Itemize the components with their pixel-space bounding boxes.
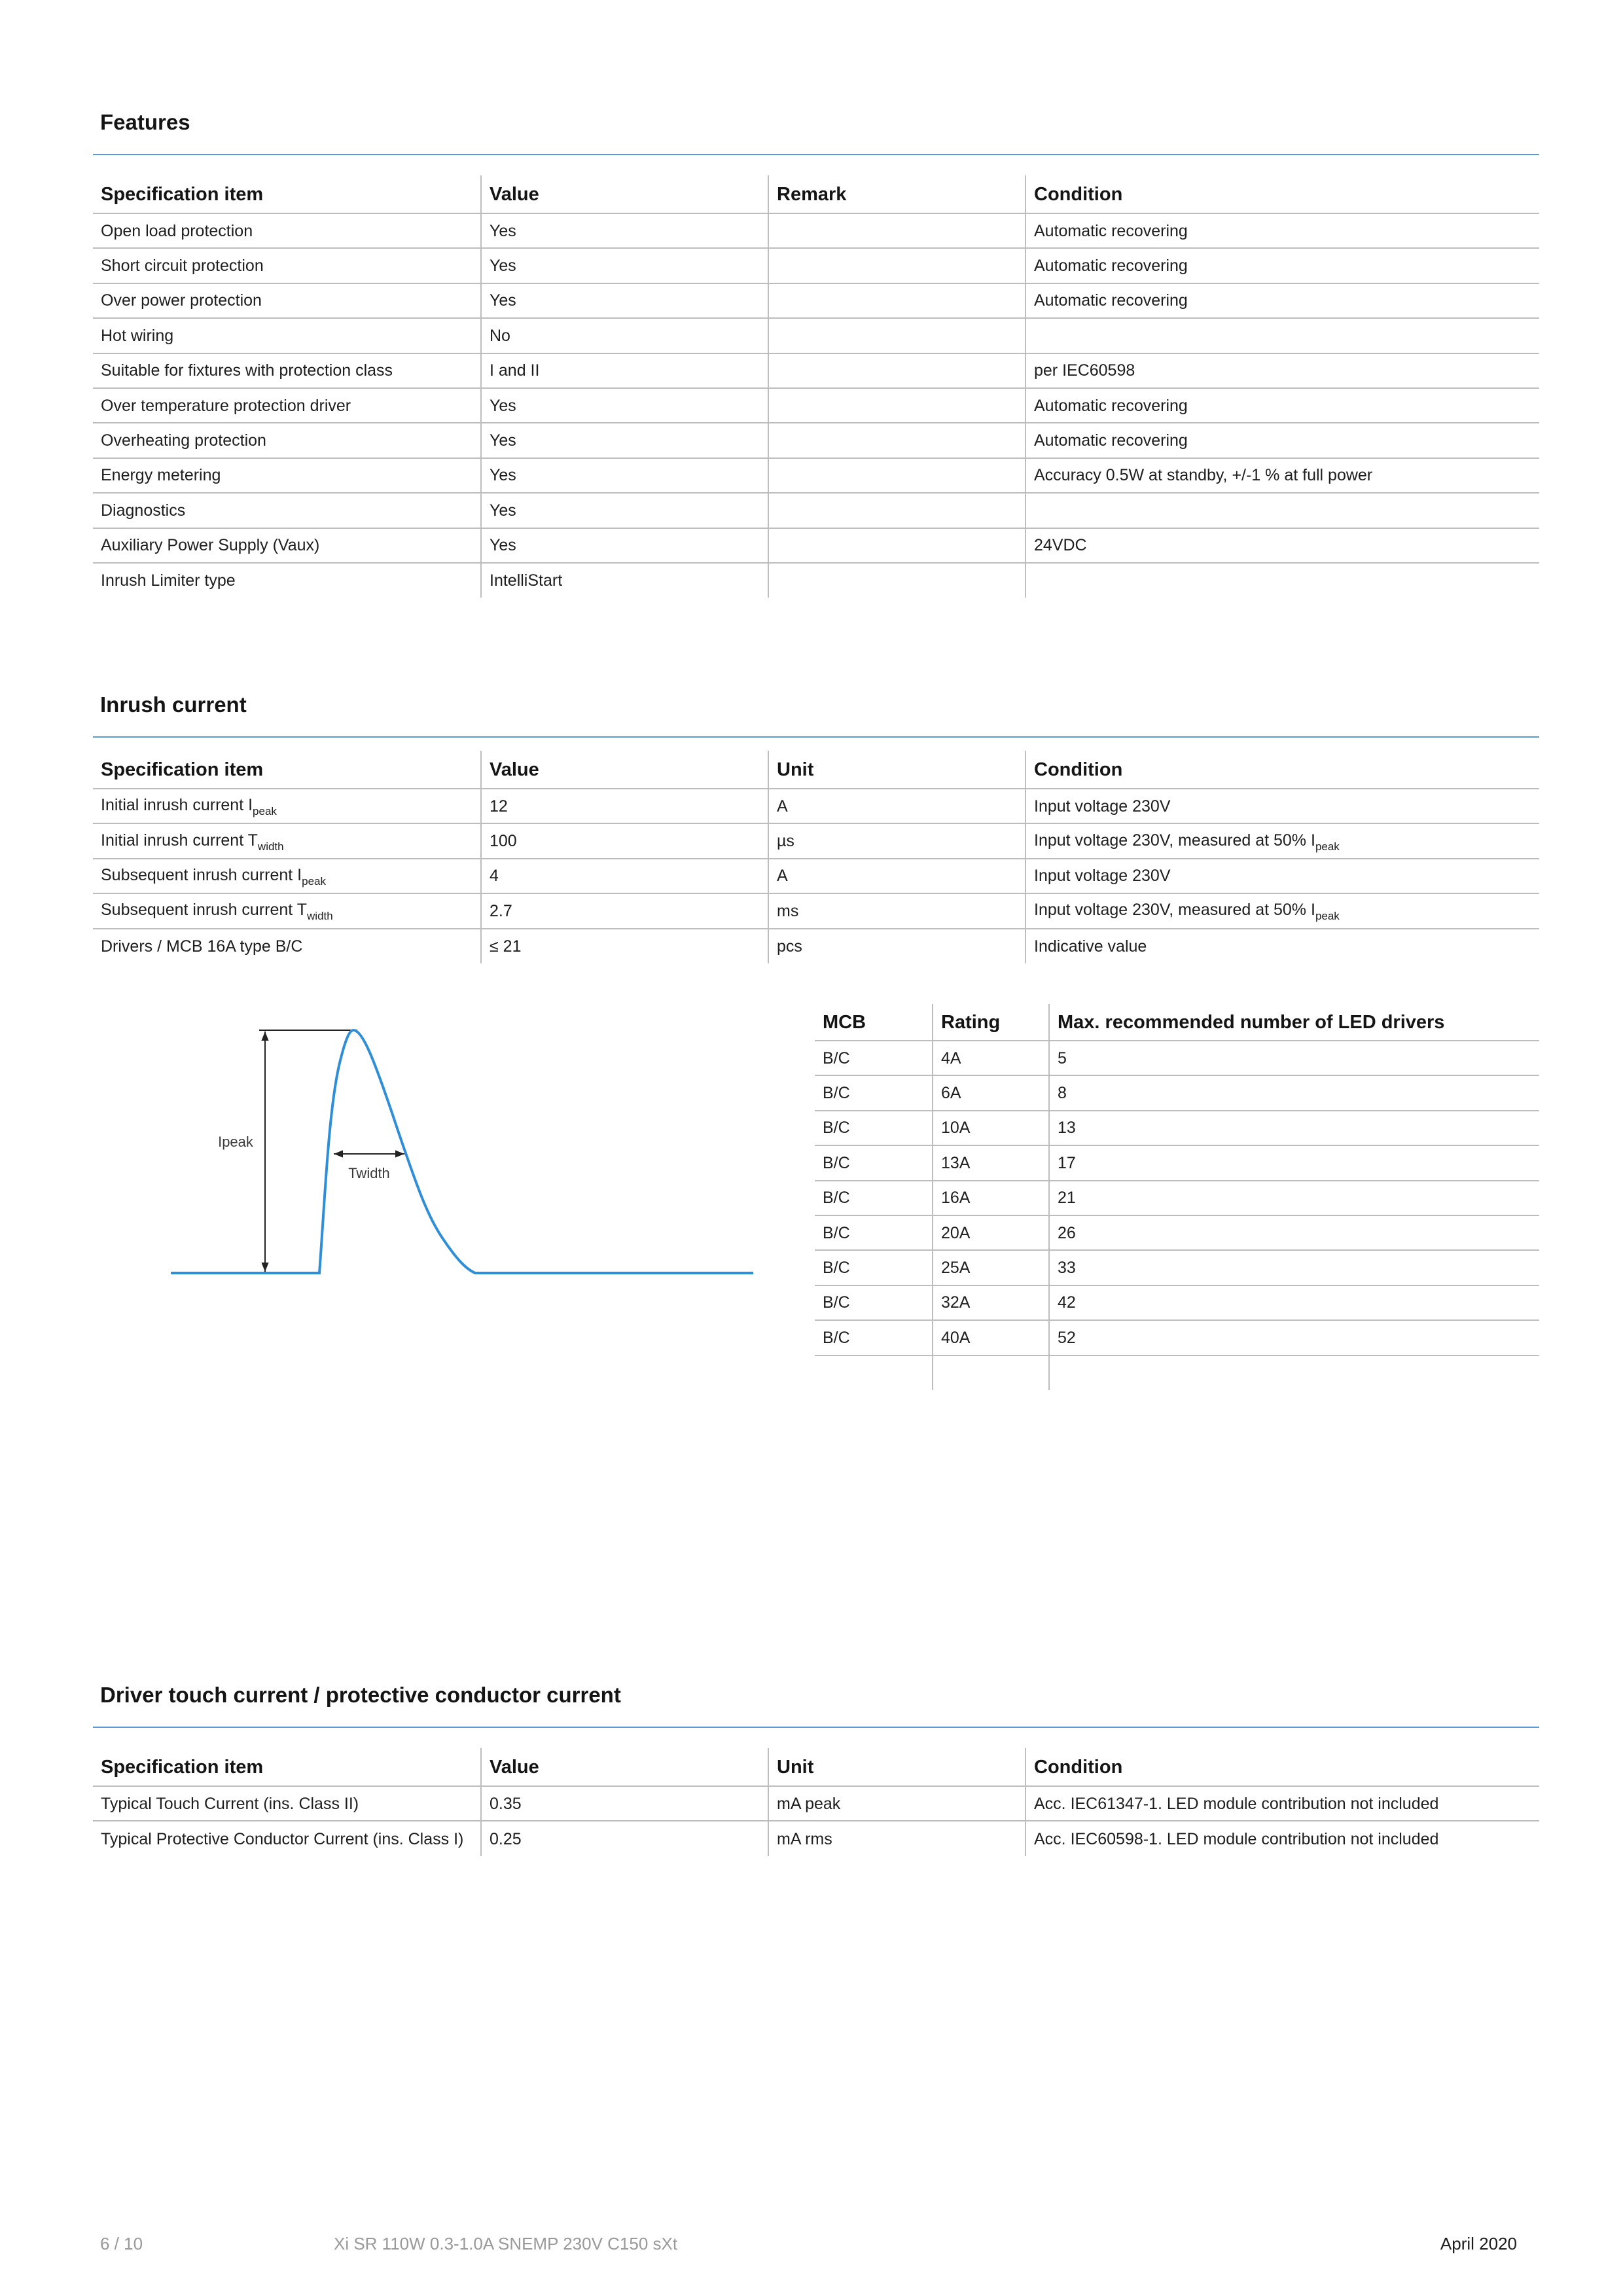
table-cell: 33 [1049,1250,1539,1285]
column-header: Specification item [101,1756,264,1778]
cell-text: Subsequent inrush current I [101,865,302,884]
table-cell [768,353,1026,388]
table-cell: Accuracy 0.5W at standby, +/-1 % at full power [1026,458,1539,493]
table-cell: 24VDC [1026,528,1539,563]
subscript-text: peak [1315,910,1340,923]
touch-current-title: Driver touch current / protective conductor current [100,1683,621,1707]
table-row [815,1355,1539,1390]
column-header: Rating [933,1004,1049,1041]
footer-page-number: 6 / 10 [100,2234,143,2253]
table-cell: A [768,789,1026,823]
table-header-row [93,175,1539,213]
column-header: Value [481,1748,768,1786]
table-row [93,823,1539,858]
table-cell: IntelliStart [481,563,768,598]
ipeak-label: Ipeak [218,1134,253,1150]
table-cell: B/C [823,1293,850,1312]
table-cell: Acc. IEC60598-1. LED module contribution not included [1026,1821,1539,1856]
table-cell: 10A [933,1111,1049,1145]
table-cell: Inrush Limiter type [101,571,236,590]
column-header: Specification item [101,759,264,780]
table-cell: 100 [481,823,768,858]
table-row [93,213,1539,248]
column-header: MCB [823,1011,866,1033]
table-header-row [93,751,1539,789]
table-cell: 4 [481,859,768,893]
table-cell: 6A [933,1075,1049,1110]
table-cell [768,423,1026,457]
table-cell [1049,1355,1539,1390]
column-header: Value [481,751,768,789]
table-row [815,1320,1539,1355]
column-header: Condition [1026,751,1539,789]
inrush-pulse-curve [171,1030,753,1273]
table-row [815,1215,1539,1250]
table-cell [1026,563,1539,598]
touch-current-title-rule [93,1727,1539,1728]
column-header: Condition [1026,175,1539,213]
column-header: Remark [768,175,1026,213]
table-cell [768,388,1026,423]
table-cell: Automatic recovering [1026,248,1539,283]
table-cell: 8 [1049,1075,1539,1110]
table-cell: ≤ 21 [481,929,768,963]
touch-current-table [93,1748,1539,1856]
table-row [815,1075,1539,1110]
table-row [93,563,1539,598]
table-cell: Diagnostics [101,501,186,520]
features-table [93,175,1539,598]
table-cell [93,789,481,823]
table-row [815,1041,1539,1075]
table-cell: 52 [1049,1320,1539,1355]
table-cell: per IEC60598 [1026,353,1539,388]
table-cell: Yes [481,388,768,423]
column-header: Unit [768,751,1026,789]
table-cell [768,563,1026,598]
table-row [93,859,1539,893]
table-row [93,248,1539,283]
table-cell: Over temperature protection driver [101,396,351,415]
table-cell [768,248,1026,283]
column-header: Unit [768,1748,1026,1786]
cell-text: Input voltage 230V, measured at 50% I [1034,901,1315,920]
table-cell: I and II [481,353,768,388]
cell-text: Initial inrush current I [101,796,253,815]
column-header: Max. recommended number of LED drivers [1049,1004,1539,1041]
column-header: Value [481,175,768,213]
table-cell: Typical Touch Current (ins. Class II) [101,1794,359,1813]
cell-text: Input voltage 230V, measured at 50% I [1034,831,1315,850]
column-header: Condition [1026,1748,1539,1786]
table-cell: B/C [823,1189,850,1208]
cell-text: Subsequent inrush current T [101,901,308,920]
table-cell: 16A [933,1181,1049,1215]
table-row [93,353,1539,388]
table-row [93,388,1539,423]
table-cell [93,823,481,858]
table-cell: Yes [481,283,768,318]
table-cell [768,528,1026,563]
footer-date: April 2020 [1440,2234,1517,2253]
table-cell: Energy metering [101,466,221,485]
subscript-text: width [257,840,284,853]
table-cell: 42 [1049,1285,1539,1320]
features-title-rule [93,154,1539,155]
inrush-waveform-diagram [157,1008,766,1296]
table-row [93,1821,1539,1856]
table-cell [1026,318,1539,353]
subscript-text: width [307,910,333,923]
table-cell: B/C [823,1119,850,1138]
table-cell [768,458,1026,493]
table-cell: mA rms [768,1821,1026,1856]
table-cell: B/C [823,1223,850,1242]
table-cell: B/C [823,1084,850,1103]
table-header-row [93,1748,1539,1786]
table-cell: Automatic recovering [1026,388,1539,423]
table-cell: Automatic recovering [1026,283,1539,318]
table-cell [768,213,1026,248]
table-cell: 40A [933,1320,1049,1355]
table-row [93,458,1539,493]
table-row [93,423,1539,457]
table-cell: Typical Protective Conductor Current (ins. Class I) [101,1829,464,1848]
table-cell: 21 [1049,1181,1539,1215]
table-cell: 13 [1049,1111,1539,1145]
table-row [93,528,1539,563]
subscript-text: peak [302,874,327,888]
table-cell: Suitable for fixtures with protection class [101,361,393,380]
table-row [93,789,1539,823]
table-row [815,1250,1539,1285]
table-row [815,1145,1539,1180]
features-title: Features [100,110,190,134]
table-cell: 12 [481,789,768,823]
table-cell: Indicative value [1026,929,1539,963]
inrush-current-title-rule [93,736,1539,738]
table-cell: 20A [933,1215,1049,1250]
table-row [93,493,1539,528]
table-row [815,1181,1539,1215]
table-cell: 26 [1049,1215,1539,1250]
table-cell [933,1355,1049,1390]
table-cell [93,893,481,928]
table-cell: Open load protection [101,221,253,240]
table-row [93,893,1539,928]
subscript-text: peak [1315,840,1340,853]
table-cell: No [481,318,768,353]
twidth-label: Twidth [348,1165,390,1181]
table-cell: Short circuit protection [101,257,264,276]
table-cell: ms [768,893,1026,928]
table-row [93,929,1539,963]
table-cell: 4A [933,1041,1049,1075]
table-cell [768,318,1026,353]
inrush-current-table [93,751,1539,963]
table-cell: µs [768,823,1026,858]
table-row [93,318,1539,353]
table-row [815,1111,1539,1145]
column-header: Specification item [101,183,264,205]
table-cell [1026,493,1539,528]
table-cell [1026,893,1539,928]
table-cell: Yes [481,528,768,563]
table-cell: Yes [481,213,768,248]
table-cell: 25A [933,1250,1049,1285]
table-cell: Input voltage 230V [1026,789,1539,823]
table-cell: Auxiliary Power Supply (Vaux) [101,536,320,555]
table-cell: 5 [1049,1041,1539,1075]
table-cell: Automatic recovering [1026,423,1539,457]
table-cell: Input voltage 230V [1026,859,1539,893]
mcb-table [815,1004,1539,1390]
table-row [93,1786,1539,1821]
footer-product-name: Xi SR 110W 0.3-1.0A SNEMP 230V C150 sXt [334,2234,678,2253]
subscript-text: peak [253,805,277,818]
table-cell: Drivers / MCB 16A type B/C [101,937,303,956]
table-cell: Over power protection [101,291,262,310]
table-cell: mA peak [768,1786,1026,1821]
table-cell: Yes [481,458,768,493]
table-cell: Overheating protection [101,431,266,450]
table-cell [93,859,481,893]
table-cell: Yes [481,423,768,457]
table-cell: 2.7 [481,893,768,928]
table-row [815,1285,1539,1320]
table-cell: B/C [823,1259,850,1278]
table-cell: Acc. IEC61347-1. LED module contribution not included [1026,1786,1539,1821]
table-cell [768,283,1026,318]
table-cell: Hot wiring [101,326,174,345]
table-cell: 13A [933,1145,1049,1180]
table-cell: pcs [768,929,1026,963]
table-header-row [815,1004,1539,1041]
table-cell: 32A [933,1285,1049,1320]
inrush-current-title: Inrush current [100,692,247,717]
table-cell [1026,823,1539,858]
table-row [93,283,1539,318]
table-cell: B/C [823,1153,850,1172]
table-cell: 17 [1049,1145,1539,1180]
table-cell [768,493,1026,528]
table-cell: Yes [481,493,768,528]
table-cell: Automatic recovering [1026,213,1539,248]
table-cell: 0.25 [481,1821,768,1856]
table-cell: B/C [823,1328,850,1347]
table-cell [815,1355,933,1390]
table-cell: A [768,859,1026,893]
table-cell: Yes [481,248,768,283]
cell-text: Initial inrush current T [101,831,258,850]
table-cell: B/C [823,1049,850,1067]
table-cell: 0.35 [481,1786,768,1821]
